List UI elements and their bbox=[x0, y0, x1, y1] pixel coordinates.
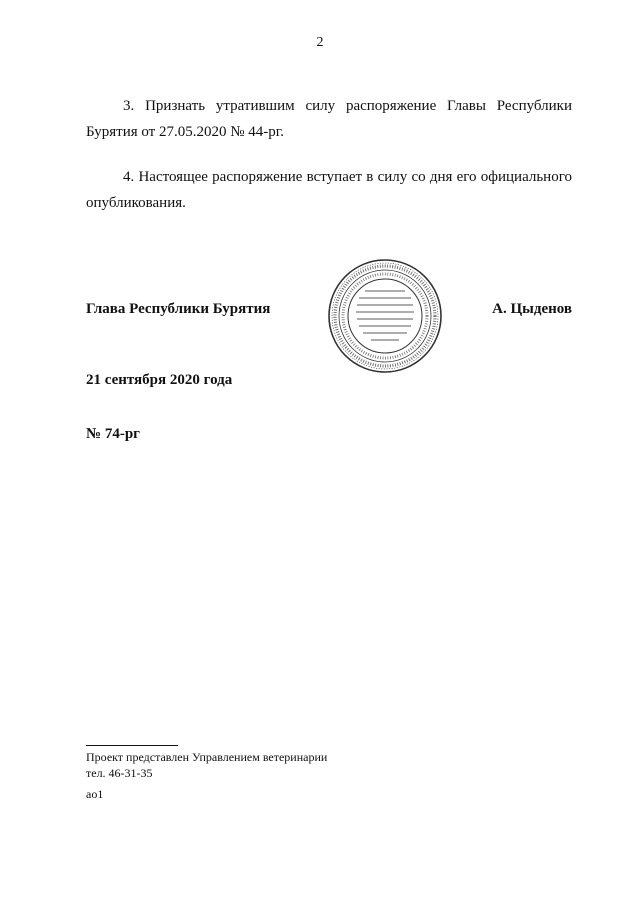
paragraph-3 bbox=[86, 93, 572, 145]
official-seal-icon bbox=[327, 258, 443, 374]
footnote bbox=[86, 749, 327, 781]
document-date: 21 сентября 2020 года bbox=[86, 372, 233, 388]
footnote-line-1: Проект представлен Управлением ветеринарии bbox=[86, 750, 328, 764]
paragraph-3-line-1: 3. Признать утратившим силу распоряжение Главы Республики bbox=[123, 98, 572, 114]
signer-name: А. Цыденов bbox=[492, 301, 572, 317]
paragraph-3-line-2: Бурятия от 27.05.2020 № 44-рг. bbox=[86, 124, 284, 140]
footnote-divider bbox=[86, 745, 178, 746]
paragraph-4-line-2: опубликования. bbox=[86, 195, 186, 211]
signer-title: Глава Республики Бурятия bbox=[86, 301, 271, 317]
footnote-line-2: тел. 46-31-35 bbox=[86, 766, 153, 780]
document-index: ao1 bbox=[86, 787, 104, 801]
paragraph-4 bbox=[86, 164, 572, 216]
paragraph-4-line-1: 4. Настоящее распоряжение вступает в силу со дня его официального bbox=[123, 169, 572, 185]
page-number: 2 bbox=[316, 35, 324, 50]
document-number: № 74-рг bbox=[86, 426, 140, 442]
